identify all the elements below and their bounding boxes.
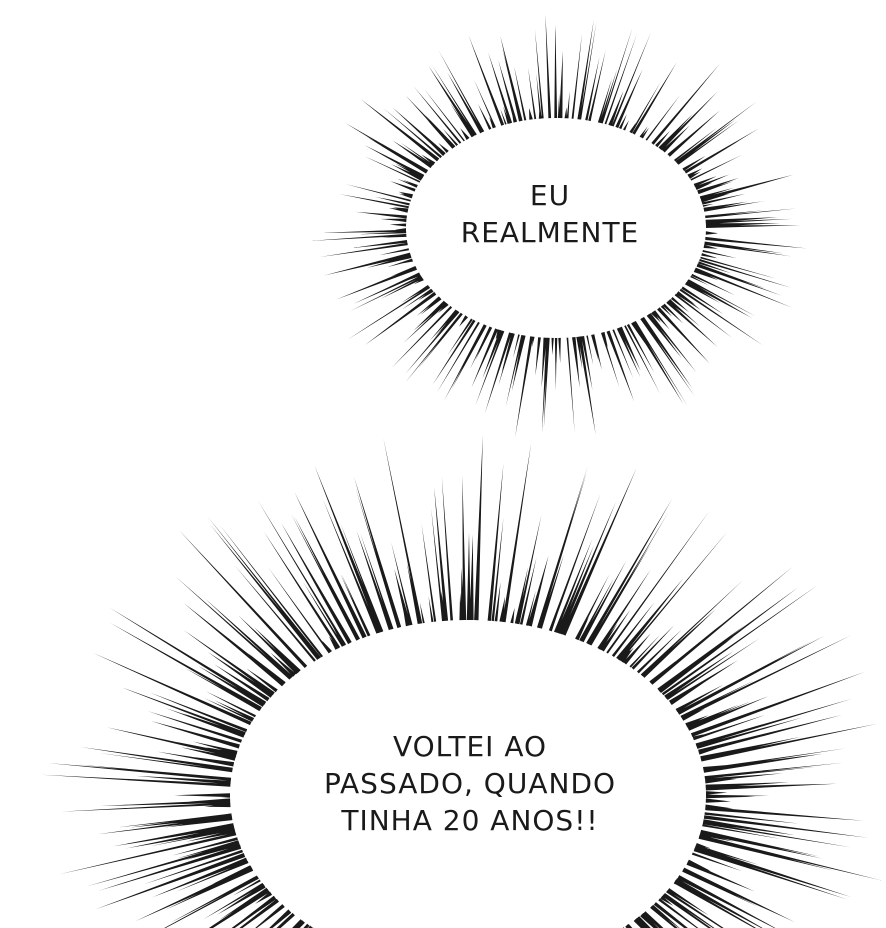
- text-line: PASSADO, QUANDO: [323, 766, 617, 800]
- text-line: EU: [529, 179, 571, 212]
- text-line: TINHA 20 ANOS!!: [341, 803, 599, 837]
- burst-text-bottom: [260, 729, 680, 840]
- text-line: VOLTEI AO: [392, 730, 548, 763]
- speech-burst-bottom: [42, 435, 882, 928]
- text-line: REALMENTE: [460, 215, 640, 249]
- burst-spikes: [42, 435, 882, 928]
- burst-text-top: [420, 178, 680, 252]
